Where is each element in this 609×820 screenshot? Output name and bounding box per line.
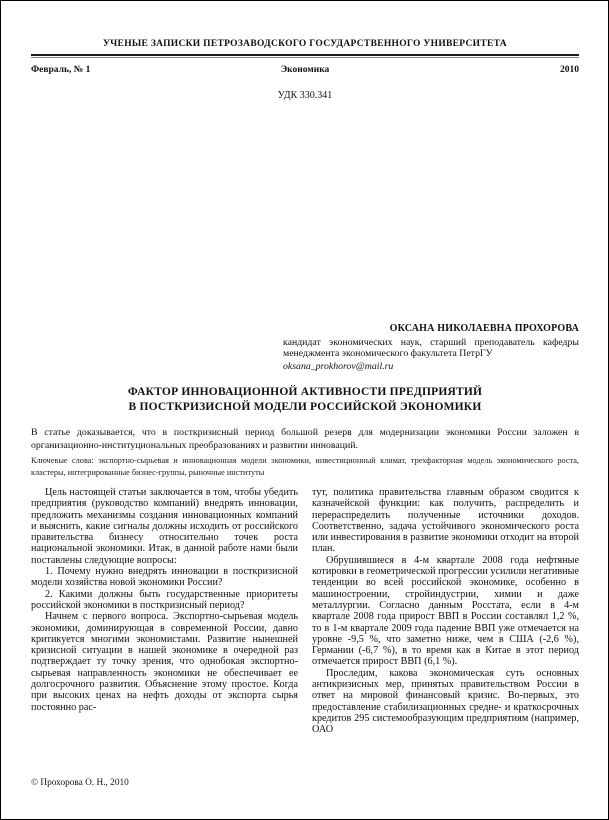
page-footer — [31, 778, 129, 788]
abstract-text: В статье доказывается, что в посткризисный период большой резерв для модернизации экономики России заложен в организационно-институциональных преобразованиях и развитии инноваций. — [31, 427, 579, 451]
issue-label: Февраль, № 1 — [31, 65, 91, 75]
right-column — [312, 487, 579, 736]
paragraph: Цель настоящей статьи заключается в том, чтобы убедить предприятия (руководство компаний) внедрять инновации, предложить механизмы создания инновационных компаний и выяснить, какие сигналы должны исходить от российского правительства бизнесу относительно точек роста национальной экономики. Итак, в данной работе нами были поставлены следующие вопросы: — [31, 487, 298, 566]
section-label: Экономика — [280, 65, 330, 75]
paragraph: Начнем с первого вопроса. Экспортно-сырьевая модель экономики, доминирующая в современной России, давно критикуется многими экономистами. Развитие нынешней кризисной ситуации в нашей экономике в очередной раз подтверждает ту точку зрения, что однобокая экспортно-сырьевая направленность экономики не обеспечивает ее долгосрочного развития. Объяснение этому простое. Когда при высоких ценах на нефть доходы от экспорта сырья постоянно рас- — [31, 611, 298, 713]
author-affiliation: кандидат экономических наук, старший преподаватель кафедры менеджмента экономического факультета ПетрГУ — [283, 336, 579, 359]
keywords-text: Ключевые слова: экспортно-сырьевая и инновационная модели экономики, инвестиционный климат, трехфакторная модель экономического роста, кластеры, интегрированные бизнес-группы, рыночные институты — [31, 456, 579, 477]
paragraph: тут, политика правительства главным образом сводится к казначейской функции: как получить, распределить и перераспределить полученные источники доходов. Соответственно, задача устойчивого экономического роста или инвестирования в развитие экономики отходит на второй план. — [312, 487, 579, 555]
year-label: 2010 — [560, 65, 580, 75]
paragraph: 1. Почему нужно внедрять инновации в посткризисной модели хозяйства новой экономики России? — [31, 566, 298, 589]
paragraph: 2. Какими должны быть государственные приоритеты российской экономики в посткризисный период? — [31, 588, 298, 611]
article-title — [31, 385, 579, 414]
paragraph: Обрушившиеся в 4-м квартале 2008 года нефтяные котировки в геометрической прогрессии усилили негативные тенденции во всей российской экономике, особенно в машиностроении, стройиндустрии, химии и даже металлургии. Согласно данным Росстата, если в 4-м квартале 2008 года прирост ВВП в России составлял 1,2 %, то в 1-м квартале 2009 года падение ВВП уже отмечается на уровне -9,5 %, что заметно ниже, чем в США (-2,6 %), Германии (-6,7 %), в то время как в Китае в этот период отмечается прирост ВВП (6,1 %). — [312, 554, 579, 668]
journal-title: УЧЕНЫЕ ЗАПИСКИ ПЕТРОЗАВОДСКОГО ГОСУДАРСТВЕННОГО УНИВЕРСИТЕТА — [103, 39, 507, 49]
article-title-line2: В ПОСТКРИЗИСНОЙ МОДЕЛИ РОССИЙСКОЙ ЭКОНОМИКИ — [128, 400, 482, 413]
body-columns — [31, 487, 579, 736]
author-email: oksana_prokhorov@mail.ru — [283, 360, 394, 372]
author-name: ОКСАНА НИКОЛАЕВНА ПРОХОРОВА — [389, 323, 579, 334]
left-column — [31, 487, 298, 736]
paragraph: Проследим, какова экономическая суть основных антикризисных мер, принятых правительством России в ответ на мировой финансовый кризис. Во-первых, это предоставление стабилизационных средне- и краткосрочных кредитов 295 системообразующим предприятиям (например, ОАО — [312, 667, 579, 736]
header-divider — [31, 54, 579, 58]
article-title-line1: ФАКТОР ИННОВАЦИОННОЙ АКТИВНОСТИ ПРЕДПРИЯТИЙ — [127, 386, 483, 398]
author-block — [283, 323, 579, 372]
issue-row — [31, 65, 579, 75]
udk-label: УДК 330.341 — [277, 90, 333, 101]
journal-header — [31, 39, 579, 101]
copyright-notice: © Прохорова О. Н., 2010 — [31, 778, 129, 788]
